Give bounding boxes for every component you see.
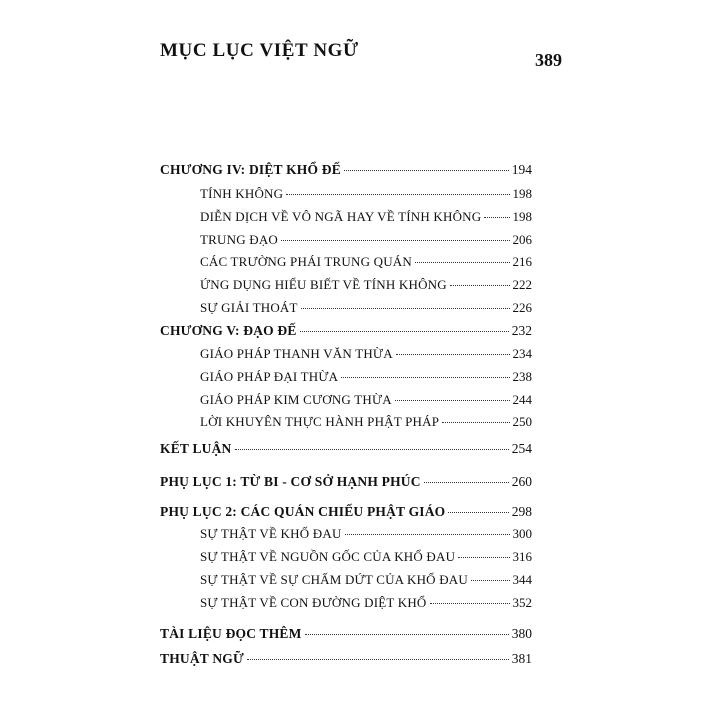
toc-section-entry	[200, 209, 532, 229]
toc-section-entry	[200, 232, 532, 252]
toc-chapter-entry	[160, 651, 532, 671]
toc-entry-title: SỰ THẬT VỀ NGUỒN GỐC CỦA KHỔ ĐAU	[200, 549, 456, 564]
toc-entry-page: 198	[512, 186, 532, 201]
toc-entry-page: 344	[512, 572, 532, 587]
toc-entry-title: GIÁO PHÁP KIM CƯƠNG THỪA	[200, 392, 392, 407]
dot-leader	[281, 240, 510, 241]
toc-entry-title: PHỤ LỤC 1: TỪ BI - CƠ SỞ HẠNH PHÚC	[160, 474, 421, 489]
toc-entry-title: GIÁO PHÁP THANH VĂN THỪA	[200, 346, 393, 361]
dot-leader	[305, 634, 509, 635]
toc-section-entry	[200, 369, 532, 389]
dot-leader	[300, 331, 509, 332]
dot-leader	[301, 308, 510, 309]
toc-chapter-entry	[160, 441, 532, 461]
toc-entry-page: 222	[512, 277, 532, 292]
toc-section-entry	[200, 526, 532, 546]
toc-chapter-entry	[160, 626, 532, 646]
toc-section-entry	[200, 277, 532, 297]
toc-entry-page: 380	[511, 626, 532, 641]
toc-entry-title: TRUNG ĐẠO	[200, 232, 278, 247]
dot-leader	[430, 603, 510, 604]
toc-entry-page: 300	[512, 526, 532, 541]
toc-entry-page: 216	[512, 254, 532, 269]
toc-entry-page: 206	[512, 232, 532, 247]
toc-section-entry	[200, 595, 532, 615]
toc-entry-page: 198	[512, 209, 532, 224]
dot-leader	[424, 482, 509, 483]
dot-leader	[235, 449, 509, 450]
toc-section-entry	[200, 346, 532, 366]
toc-entry-page: 194	[511, 162, 532, 177]
dot-leader	[471, 580, 510, 581]
toc-entry-title: SỰ THẬT VỀ SỰ CHẤM DỨT CỦA KHỔ ĐAU	[200, 572, 468, 587]
toc-entry-page: 250	[512, 414, 532, 429]
toc-entry-page: 254	[511, 441, 532, 456]
toc-entry-title: KẾT LUẬN	[160, 441, 232, 456]
toc-entry-page: 234	[512, 346, 532, 361]
toc-entry-title: TÀI LIỆU ĐỌC THÊM	[160, 626, 302, 641]
toc-section-entry	[200, 300, 532, 320]
toc-chapter-entry	[160, 323, 532, 343]
dot-leader	[450, 285, 510, 286]
toc-entry-title: CHƯƠNG V: ĐẠO ĐẾ	[160, 323, 297, 338]
toc-entry-title: SỰ THẬT VỀ CON ĐƯỜNG DIỆT KHỔ	[200, 595, 427, 610]
toc-entry-title: SỰ GIẢI THOÁT	[200, 300, 298, 315]
page-number: 389	[535, 50, 562, 70]
dot-leader	[442, 422, 509, 423]
dot-leader	[345, 534, 510, 535]
toc-entry-page: 232	[511, 323, 532, 338]
toc-entry-page: 316	[512, 549, 532, 564]
toc-chapter-entry	[160, 162, 532, 182]
page-header	[160, 40, 562, 80]
toc-chapter-entry	[160, 474, 532, 494]
dot-leader	[395, 400, 510, 401]
toc-entry-title: PHỤ LỤC 2: CÁC QUÁN CHIẾU PHẬT GIÁO	[160, 504, 446, 519]
toc-section-entry	[200, 392, 532, 412]
toc-entry-title: GIÁO PHÁP ĐẠI THỪA	[200, 369, 339, 384]
toc-entry-page: 226	[512, 300, 532, 315]
toc-entry-page: 298	[511, 504, 532, 519]
dot-leader	[448, 512, 508, 513]
toc-entry-page: 244	[512, 392, 532, 407]
toc-section-entry	[200, 549, 532, 569]
toc-entry-title: ỨNG DỤNG HIỂU BIẾT VỀ TÍNH KHÔNG	[200, 277, 447, 292]
toc-entry-title: CÁC TRƯỜNG PHÁI TRUNG QUÁN	[200, 254, 412, 269]
toc-section-entry	[200, 414, 532, 434]
toc-chapter-entry	[160, 504, 532, 524]
toc-section-entry	[200, 186, 532, 206]
dot-leader	[344, 170, 509, 171]
toc-entry-title: LỜI KHUYÊN THỰC HÀNH PHẬT PHÁP	[200, 414, 440, 429]
dot-leader	[415, 262, 510, 263]
toc-section-entry	[200, 254, 532, 274]
toc-entry-page: 238	[512, 369, 532, 384]
dot-leader	[341, 377, 509, 378]
dot-leader	[247, 659, 509, 660]
toc-entry-page: 352	[512, 595, 532, 610]
dot-leader	[396, 354, 510, 355]
toc-entry-title: TÍNH KHÔNG	[200, 186, 284, 201]
toc-entry-page: 260	[511, 474, 532, 489]
dot-leader	[458, 557, 509, 558]
toc-entry-title: CHƯƠNG IV: DIỆT KHỔ ĐẾ	[160, 162, 341, 177]
toc-entry-title: DIỄN DỊCH VỀ VÔ NGÃ HAY VỀ TÍNH KHÔNG	[200, 209, 482, 224]
dot-leader	[484, 217, 509, 218]
toc-entry-title: THUẬT NGỮ	[160, 651, 244, 666]
running-title: MỤC LỤC VIỆT NGỮ	[160, 40, 359, 61]
toc-entry-page: 381	[511, 651, 532, 666]
toc-entry-title: SỰ THẬT VỀ KHỔ ĐAU	[200, 526, 342, 541]
toc-section-entry	[200, 572, 532, 592]
dot-leader	[286, 194, 509, 195]
